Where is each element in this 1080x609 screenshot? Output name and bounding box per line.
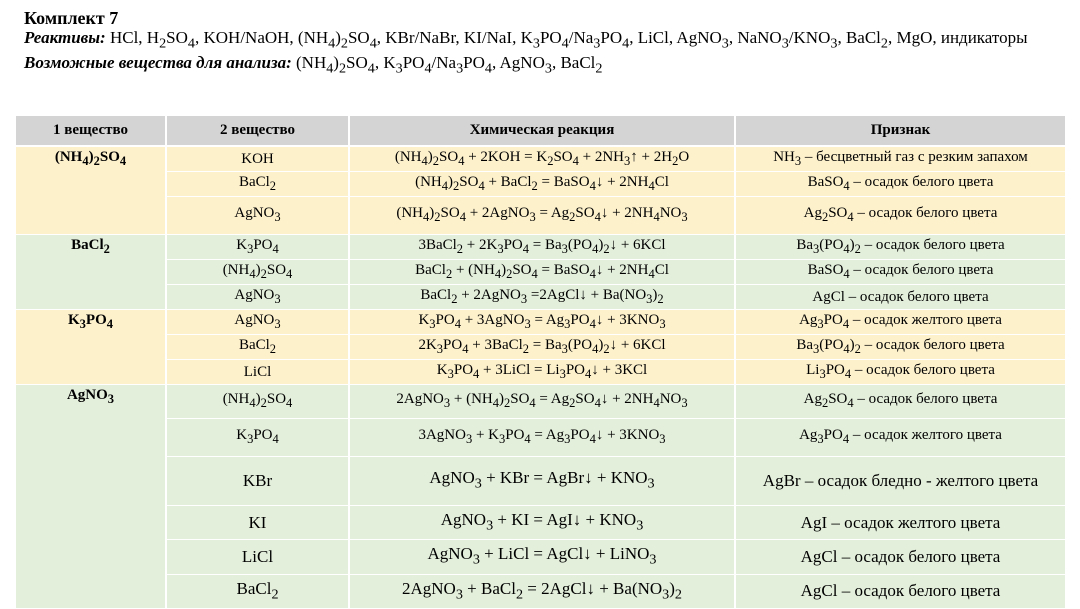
second-substance-cell: KBr [166,457,349,506]
reaction-cell: $(NH_4)_2SO_4$ + 2AgNO$_3$ = $Ag_2SO_4↓ + 2NH_4NO_3$ [349,197,735,235]
table-row [16,172,1066,197]
sign-cell: $Ba_3(PO_4)_2$ – осадок белого цвета [735,335,1066,360]
substance-cell: BaCl$_2$ [16,235,166,310]
reaction-cell: $(NH_4)_2SO_4 + 2KOH = K_2SO_4$ + $2NH_3↑ + 2H_2O$ [349,146,735,172]
sign-cell: $NH_3$ – бесцветный газ с резким запахом [735,146,1066,172]
sign-cell: $Ag_2SO_4$ – осадок белого цвета [735,197,1066,235]
reaction-cell: 2AgNO$_3$ + BaCl$_2$ = 2AgCl↓ + $Ba(NO_3)_2$ [349,574,735,608]
second-substance-cell: AgNO$_3$ [166,310,349,335]
reaction-cell: $K_3PO_4$ + 3LiCl = $Li_3PO_4↓ + 3KCl$ [349,360,735,385]
column-header-substance-2: 2 вещество [166,116,349,146]
table-row [16,385,1066,419]
second-substance-cell: BaCl$_2$ [166,172,349,197]
reaction-cell: $(NH_4)_2SO_4$ + BaCl$_2$ = BaSO$_4$↓ + $2NH_4Cl$ [349,172,735,197]
column-header-reaction: Химическая реакция [349,116,735,146]
second-substance-cell: LiCl [166,360,349,385]
reaction-cell: 3BaCl$_2$ + $2K_3PO_4$ = $Ba_3(PO_4)_2↓ + 6KCl$ [349,235,735,260]
second-substance-cell: AgNO$_3$ [166,285,349,310]
table-row [16,540,1066,574]
substance-cell: $(NH_4)_2SO_4$ [16,146,166,235]
reaction-cell: AgNO$_3$ + KBr = AgBr↓ + $KNO_3$ [349,457,735,506]
table-row [16,574,1066,608]
reaction-cell: BaCl$_2$ + $(NH_4)_2SO_4$ = BaSO$_4$↓ + $2NH_4Cl$ [349,260,735,285]
analysis-list: $(NH_4)_2SO_4$, $K_3PO_4/Na_3PO_4$, AgNO$_3$, BaCl$_2$ [296,53,603,77]
column-header-substance-1: 1 вещество [16,116,166,146]
sign-cell: BaSO$_4$ – осадок белого цвета [735,172,1066,197]
sign-cell: BaSO$_4$ – осадок белого цвета [735,260,1066,285]
second-substance-cell: $(NH_4)_2SO_4$ [166,385,349,419]
sign-cell: AgBr – осадок бледно - желтого цвета [735,457,1066,506]
sign-cell: $Ag_3PO_4$ – осадок желтого цвета [735,419,1066,457]
sign-cell: $Ag_3PO_4$ – осадок желтого цвета [735,310,1066,335]
sign-cell: AgCl – осадок белого цвета [735,540,1066,574]
second-substance-cell: BaCl$_2$ [166,335,349,360]
table-row [16,235,1066,260]
sign-cell: AgCl – осадок белого цвета [735,574,1066,608]
sign-cell: $Ag_2SO_4$ – осадок белого цвета [735,385,1066,419]
second-substance-cell: AgNO$_3$ [166,197,349,235]
sign-cell: $Li_3PO_4$ – осадок белого цвета [735,360,1066,385]
second-substance-cell: $K_3PO_4$ [166,235,349,260]
sign-cell: $Ba_3(PO_4)_2$ – осадок белого цвета [735,235,1066,260]
table-row [16,335,1066,360]
document-header [24,8,1064,79]
table-row [16,285,1066,310]
reactions-table [16,116,1067,609]
second-substance-cell: KOH [166,146,349,172]
table-row [16,197,1066,235]
sign-cell: AgI – осадок желтого цвета [735,506,1066,540]
table-header-row [16,116,1066,146]
table-row [16,457,1066,506]
reaction-cell: $2K_3PO_4$ + 3BaCl$_2$ = $Ba_3(PO_4)_2↓ + 6KCl$ [349,335,735,360]
reaction-cell: AgNO$_3$ + LiCl = AgCl↓ + LiNO$_3$ [349,540,735,574]
analysis-line [24,53,1064,78]
second-substance-cell: LiCl [166,540,349,574]
analysis-label: Возможные вещества для анализа: [24,53,292,73]
reaction-cell: $K_3PO_4$ + 3AgNO$_3$ = $Ag_3PO_4↓ + 3KNO_3$ [349,310,735,335]
table-row [16,310,1066,335]
second-substance-cell: BaCl$_2$ [166,574,349,608]
table-row [16,506,1066,540]
reagents-line [24,28,1064,53]
substance-cell: $K_3PO_4$ [16,310,166,385]
kit-title: Комплект 7 [24,8,119,28]
second-substance-cell: $(NH_4)_2SO_4$ [166,260,349,285]
table-row [16,419,1066,457]
second-substance-cell: $K_3PO_4$ [166,419,349,457]
reaction-cell: BaCl$_2$ + 2AgNO$_3$ =2AgCl↓ + $Ba(NO_3)_2$ [349,285,735,310]
second-substance-cell: KI [166,506,349,540]
table-row [16,260,1066,285]
reagents-list: HCl, $H_2SO_4$, KOH/NaOH, $(NH_4)_2SO_4$, KBr/NaBr, KI/NaI, $K_3PO_4/Na_3PO_4$, LiCl, AgNO$_3$, $NaNO_3/KNO_3$, BaCl$_2$, MgO, индикаторы [109,28,1028,52]
sign-cell: AgCl – осадок белого цвета [735,285,1066,310]
reaction-cell: 2AgNO$_3$ + $(NH_4)_2SO_4$ = $Ag_2SO_4↓ + 2NH_4NO_3$ [349,385,735,419]
table-row [16,360,1066,385]
column-header-sign: Признак [735,116,1066,146]
reaction-cell: AgNO$_3$ + KI = AgI↓ + $KNO_3$ [349,506,735,540]
table-row [16,146,1066,172]
reaction-cell: 3AgNO$_3$ + $K_3PO_4$ = $Ag_3PO_4↓ + 3KNO_3$ [349,419,735,457]
reagents-label: Реактивы: [24,28,106,47]
substance-cell: AgNO$_3$ [16,385,166,609]
